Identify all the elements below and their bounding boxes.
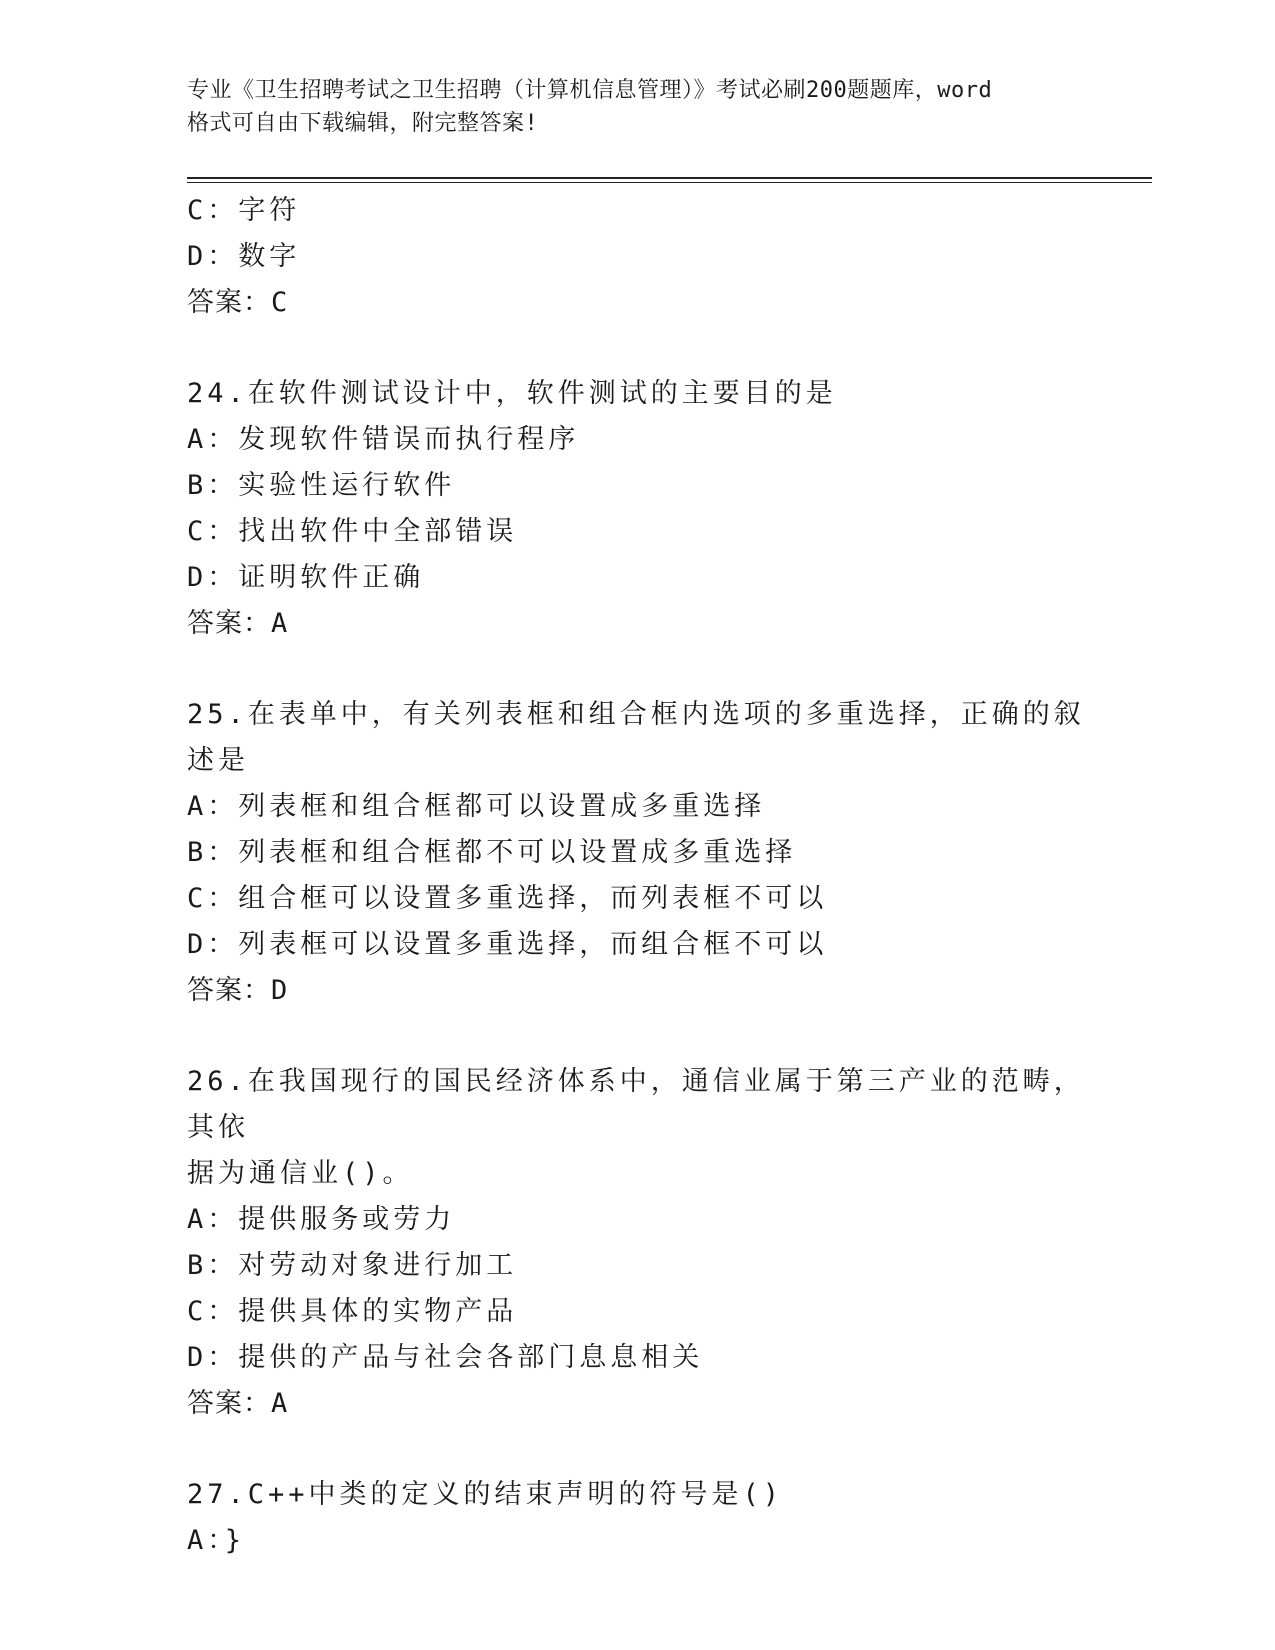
option-d: D：证明软件正确 [187, 562, 425, 593]
option-b: B：列表框和组合框都不可以设置成多重选择 [187, 837, 797, 868]
option-c: C：提供具体的实物产品 [187, 1296, 518, 1327]
header-line-1: 专业《卫生招聘考试之卫生招聘（计算机信息管理）》考试必刷200题题库，word [187, 78, 993, 103]
question-block-27 [187, 1472, 1087, 1564]
answer-line: 答案：A [187, 608, 289, 639]
header-line-2: 格式可自由下载编辑，附完整答案! [187, 111, 539, 136]
answer-line: 答案：A [187, 1388, 289, 1419]
question-block-25 [187, 692, 1087, 1014]
question-stem-line-2: 据为通信业()。 [187, 1158, 414, 1189]
option-a: A：发现软件错误而执行程序 [187, 424, 580, 455]
question-stem: 27.C++中类的定义的结束声明的符号是() [187, 1479, 784, 1510]
question-stem: 24.在软件测试设计中，软件测试的主要目的是 [187, 378, 837, 409]
question-block-26 [187, 1059, 1087, 1427]
option-b: B：对劳动对象进行加工 [187, 1250, 518, 1281]
option-d: D：列表框可以设置多重选择，而组合框不可以 [187, 929, 828, 960]
option-a: A：} [187, 1525, 246, 1556]
header-divider-thick [187, 177, 1152, 179]
question-block-23 [187, 188, 1087, 326]
option-c: C：字符 [187, 195, 301, 226]
option-a: A：提供服务或劳力 [187, 1204, 456, 1235]
answer-line: 答案：C [187, 287, 289, 318]
question-block-24 [187, 371, 1087, 647]
option-a: A：列表框和组合框都可以设置成多重选择 [187, 791, 766, 822]
option-d: D：数字 [187, 241, 301, 272]
document-body [187, 188, 1087, 1564]
option-c: C：组合框可以设置多重选择，而列表框不可以 [187, 883, 828, 914]
option-b: B：实验性运行软件 [187, 470, 456, 501]
option-d: D：提供的产品与社会各部门息息相关 [187, 1342, 704, 1373]
option-c: C：找出软件中全部错误 [187, 516, 518, 547]
document-header [187, 74, 1087, 140]
question-stem: 25.在表单中，有关列表框和组合框内选项的多重选择，正确的叙述是 [187, 699, 1085, 776]
header-divider-thin [187, 182, 1152, 183]
answer-line: 答案：D [187, 975, 289, 1006]
question-stem-line-1: 26.在我国现行的国民经济体系中，通信业属于第三产业的范畴，其依 [187, 1066, 1085, 1143]
